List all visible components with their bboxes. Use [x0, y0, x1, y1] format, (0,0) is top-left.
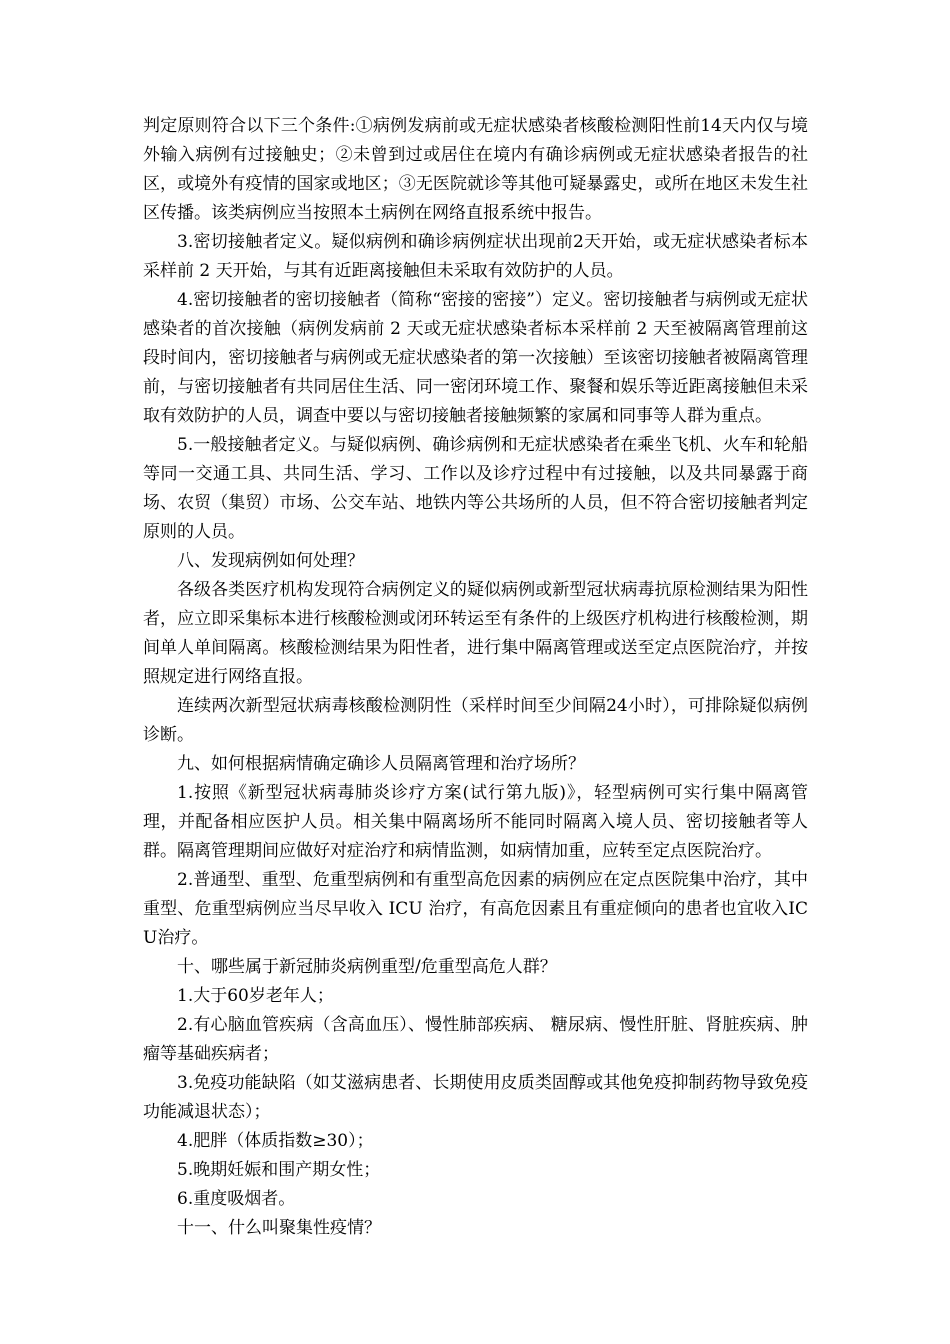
list-item-risk-1: 1.大于60岁老年人； — [177, 986, 334, 1006]
paragraph-general-contact-definition: 5.一般接触者定义。与疑似病例、确诊病例和无症状感染者在乘坐飞机、火车和轮船等同一交通工具、共同生活、学习、工作以及诊疗过程中有过接触，以及共同暴露于商场、农贸（集贸）市场、公交车站、地铁内等公共场所的人员，但不符合密切接触者判定原则的人员。 — [143, 435, 808, 542]
paragraph-secondary-contact-definition: 4.密切接触者的密切接触者（简称“密接的密接”）定义。密切接触者与病例或无症状感染者的首次接触（病例发病前 2 天或无症状感染者标本采样前 2 天至被隔离管理前这段时间内，密切接触者与病例或无症状感染者的第一次接触）至该密切接触者被隔离管理前，与密切接触者有共同居住生活、同一密闭环境工作、聚餐和娱乐等近距离接触但未采取有效防护的人员，调查中要以与密切接触者接触频繁的家属和同事等人群为重点。 — [143, 290, 808, 426]
paragraph-judgement-criteria: 判定原则符合以下三个条件:①病例发病前或无症状感染者核酸检测阳性前14天内仅与境外输入病例有过接触史；②未曾到过或居住在境内有确诊病例或无症状感染者报告的社区，或境外有疫情的国家或地区；③无医院就诊等其他可疑暴露史，或所在地区未发生社区传播。该类病例应当按照本土病例在网络直报系统中报告。 — [143, 116, 808, 223]
list-item-risk-4: 4.肥胖（体质指数≥30）； — [177, 1131, 374, 1151]
list-item-risk-3: 3.免疫功能缺陷（如艾滋病患者、长期使用皮质类固醇或其他免疫抑制药物导致免疫功能减退状态）； — [143, 1073, 808, 1122]
section-heading-11: 十一、什么叫聚集性疫情？ — [177, 1218, 381, 1238]
document-page — [143, 112, 808, 1243]
paragraph-exclusion-rule: 连续两次新型冠状病毒核酸检测阴性（采样时间至少间隔24小时），可排除疑似病例诊断。 — [143, 696, 808, 745]
paragraph-severe-case-treatment: 2.普通型、重型、危重型病例和有重型高危因素的病例应在定点医院集中治疗，其中重型、危重型病例应当尽早收入 ICU 治疗，有高危因素且有重症倾向的患者也宜收入ICU治疗。 — [143, 870, 808, 948]
paragraph-mild-case-management: 1.按照《新型冠状病毒肺炎诊疗方案(试行第九版)》，轻型病例可实行集中隔离管理，并配备相应医护人员。相关集中隔离场所不能同时隔离入境人员、密切接触者等人群。隔离管理期间应做好对症治疗和病情监测，如病情加重，应转至定点医院治疗。 — [143, 783, 808, 861]
list-item-risk-6: 6.重度吸烟者。 — [177, 1189, 296, 1209]
paragraph-case-handling: 各级各类医疗机构发现符合病例定义的疑似病例或新型冠状病毒抗原检测结果为阳性者，应立即采集标本进行核酸检测或闭环转运至有条件的上级医疗机构进行核酸检测，期间单人单间隔离。核酸检测结果为阳性者，进行集中隔离管理或送至定点医院治疗，并按照规定进行网络直报。 — [143, 580, 808, 687]
section-heading-8: 八、发现病例如何处理？ — [177, 551, 364, 571]
paragraph-close-contact-definition: 3.密切接触者定义。疑似病例和确诊病例症状出现前2天开始，或无症状感染者标本采样前 2 天开始，与其有近距离接触但未采取有效防护的人员。 — [143, 232, 808, 281]
section-heading-9: 九、如何根据病情确定确诊人员隔离管理和治疗场所？ — [177, 754, 585, 774]
section-heading-10: 十、哪些属于新冠肺炎病例重型/危重型高危人群？ — [177, 957, 557, 977]
list-item-risk-5: 5.晚期妊娠和围产期女性； — [177, 1160, 381, 1180]
list-item-risk-2: 2.有心脑血管疾病（含高血压）、慢性肺部疾病、 糖尿病、慢性肝脏、肾脏疾病、肿瘤等基础疾病者； — [143, 1015, 808, 1064]
